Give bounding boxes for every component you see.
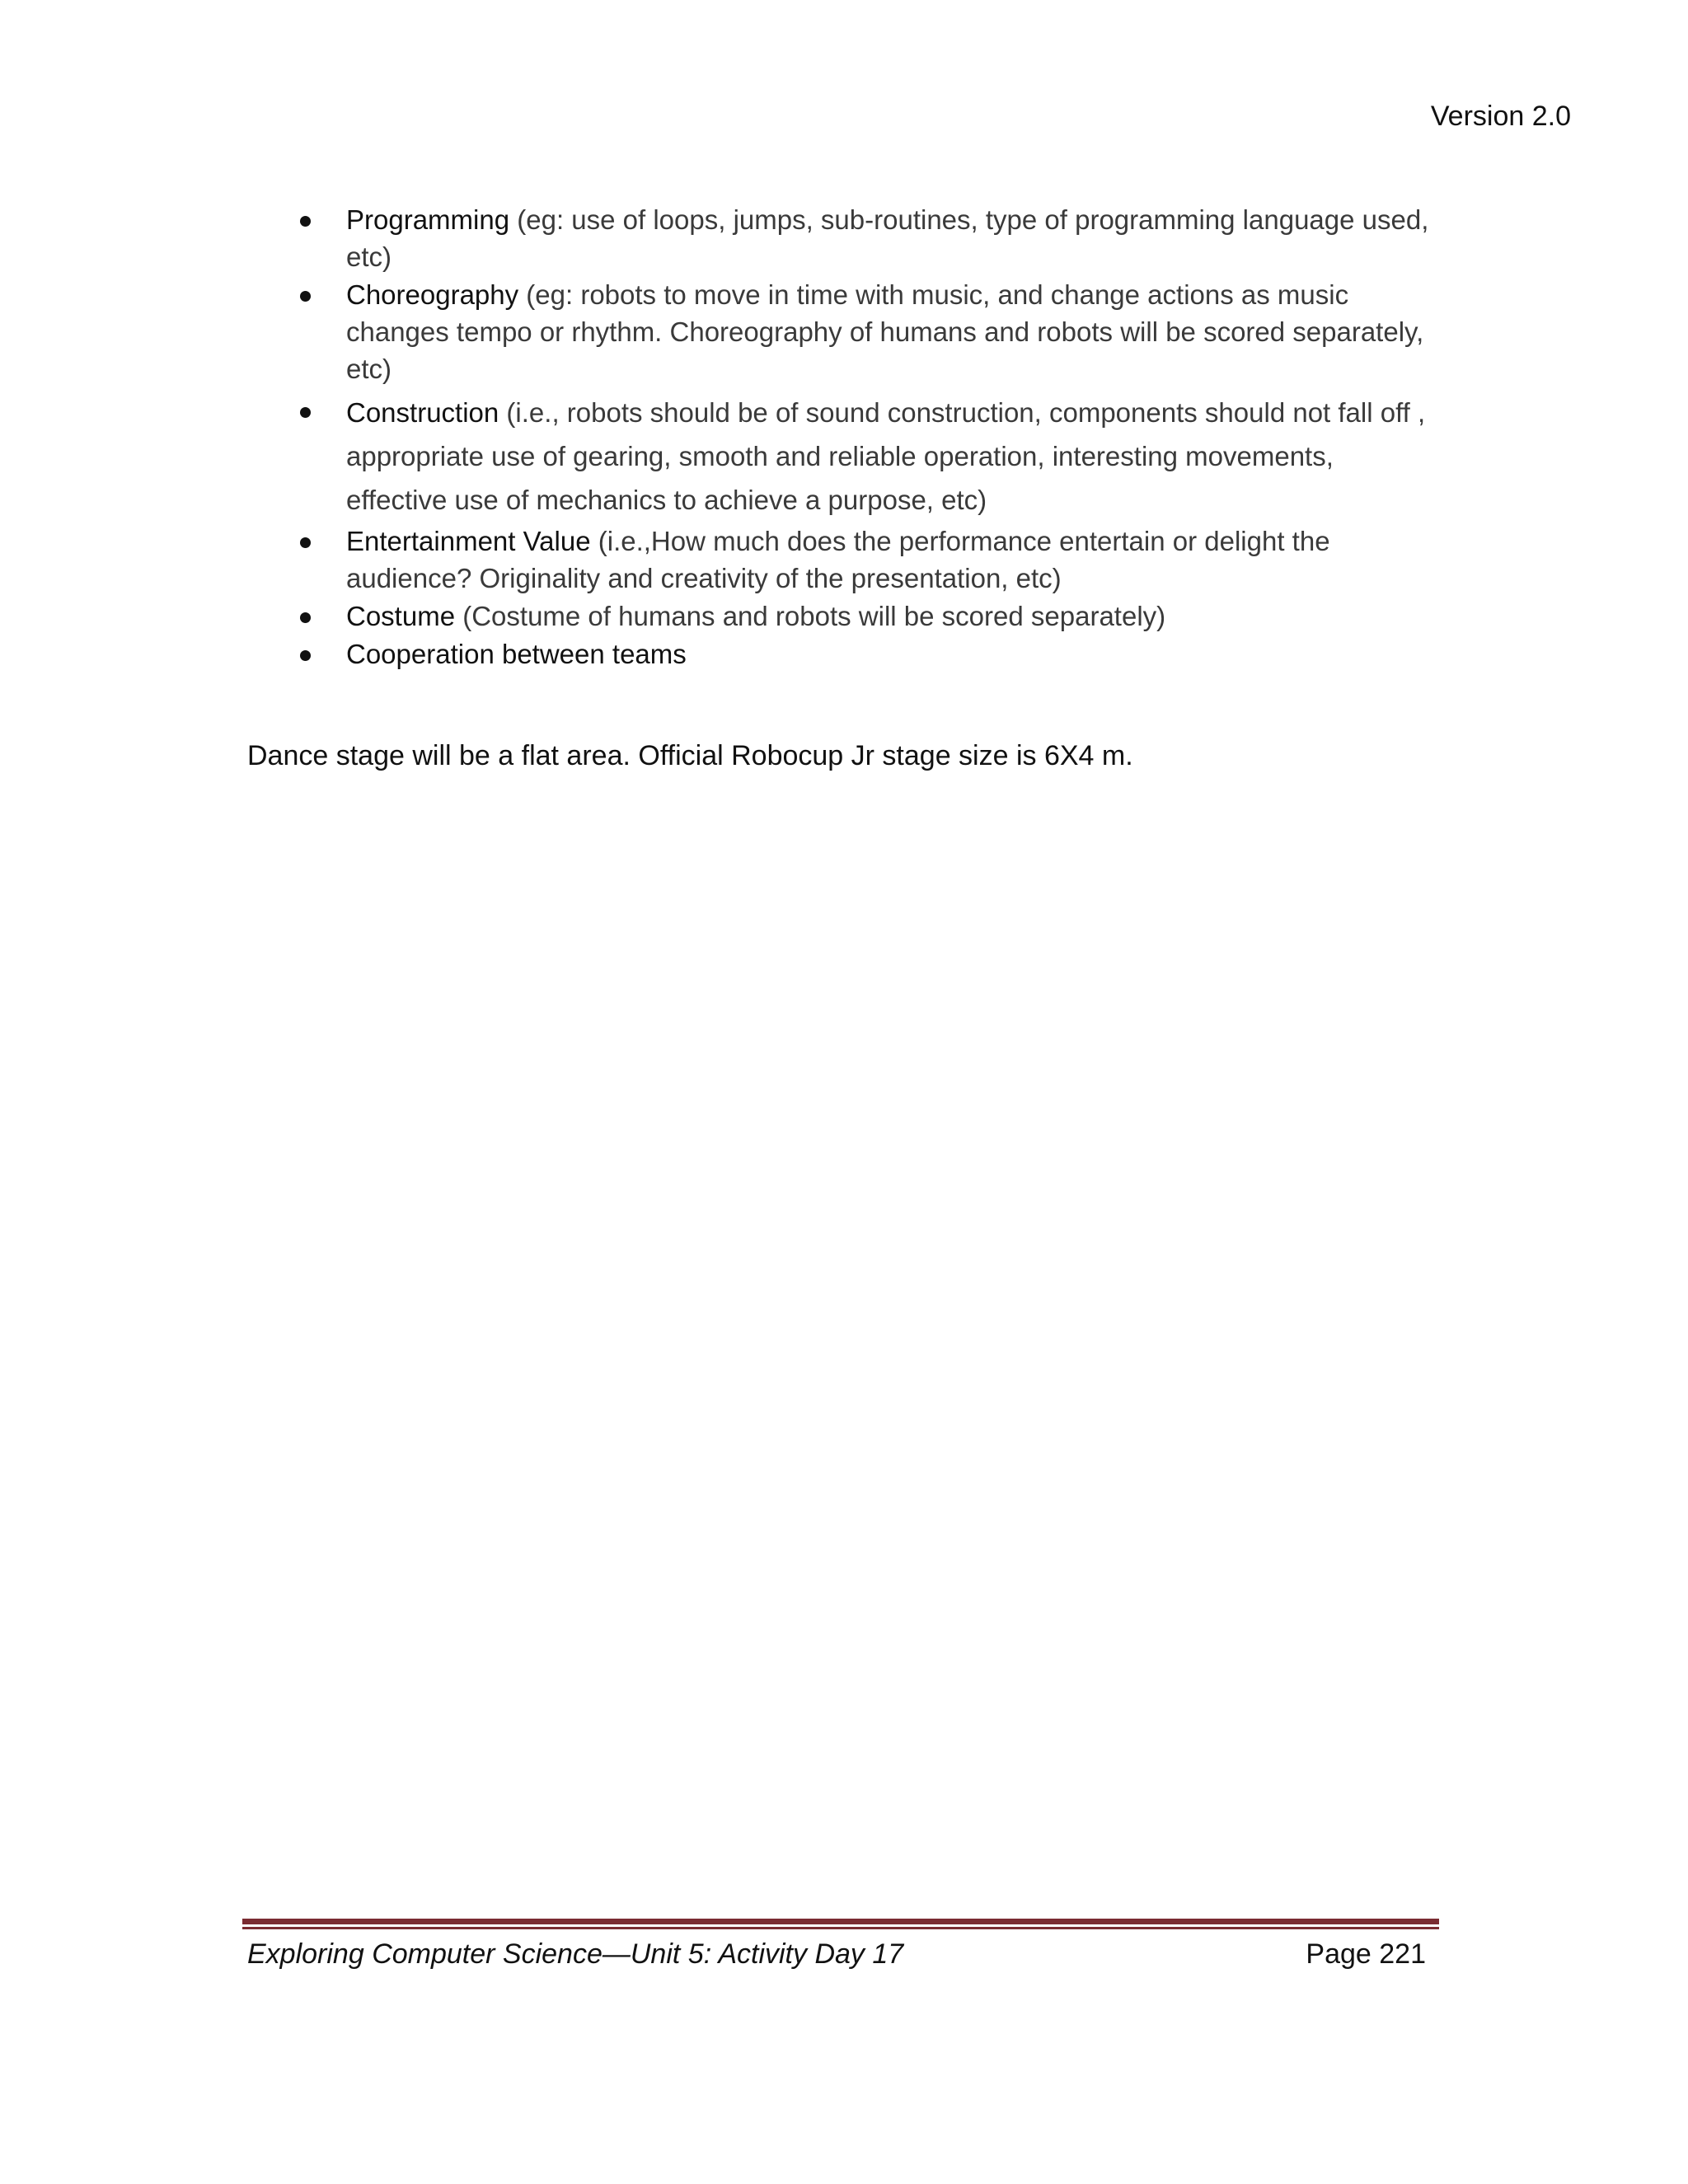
criteria-detail: (eg: robots to move in time with music, and change actions as music changes tempo or rhythm. Choreography of humans and robots will be scored separately, etc) [346, 279, 1424, 384]
bullet-icon [300, 612, 311, 623]
criteria-detail: (eg: use of loops, jumps, sub-routines, type of programming language used, etc) [346, 204, 1429, 272]
criteria-item-entertainment-value [247, 523, 1434, 597]
criteria-detail: (Costume of humans and robots will be scored separately) [455, 601, 1166, 631]
criteria-term: Costume [346, 601, 456, 631]
footer-divider [242, 1919, 1439, 1929]
criteria-term: Programming [346, 204, 510, 235]
footer-rule-thin [242, 1927, 1439, 1929]
bullet-icon [300, 537, 311, 548]
bullet-icon [300, 291, 311, 302]
bullet-icon [300, 216, 311, 227]
criteria-term: Entertainment Value [346, 526, 591, 556]
criteria-item-cooperation [247, 635, 1434, 673]
criteria-term: Choreography [346, 279, 519, 310]
stage-note-paragraph: Dance stage will be a flat area. Official Robocup Jr stage size is 6X4 m. [247, 740, 1133, 771]
criteria-detail: (i.e., robots should be of sound construction, components should not fall off , appropriate use of gearing, smooth and reliable operation, interesting movements, effective use of mechanics to achieve a purpose, etc) [346, 397, 1426, 515]
footer-rule-thick [242, 1919, 1439, 1924]
page-number: Page 221 [1306, 1938, 1426, 1970]
version-label: Version 2.0 [1430, 101, 1571, 132]
criteria-item-costume [247, 598, 1434, 635]
criteria-term: Construction [346, 397, 499, 428]
criteria-item-programming [247, 201, 1434, 275]
criteria-term: Cooperation between teams [346, 639, 687, 669]
criteria-item-construction [247, 391, 1434, 522]
scoring-criteria-list [247, 201, 1434, 673]
bullet-icon [300, 650, 311, 661]
footer-title: Exploring Computer Science—Unit 5: Activity Day 17 [247, 1938, 904, 1970]
criteria-item-choreography [247, 276, 1434, 387]
bullet-icon [300, 407, 311, 418]
criteria-detail: (i.e.,How much does the performance entertain or delight the audience? Originality and creativity of the presentation, etc) [346, 526, 1330, 593]
